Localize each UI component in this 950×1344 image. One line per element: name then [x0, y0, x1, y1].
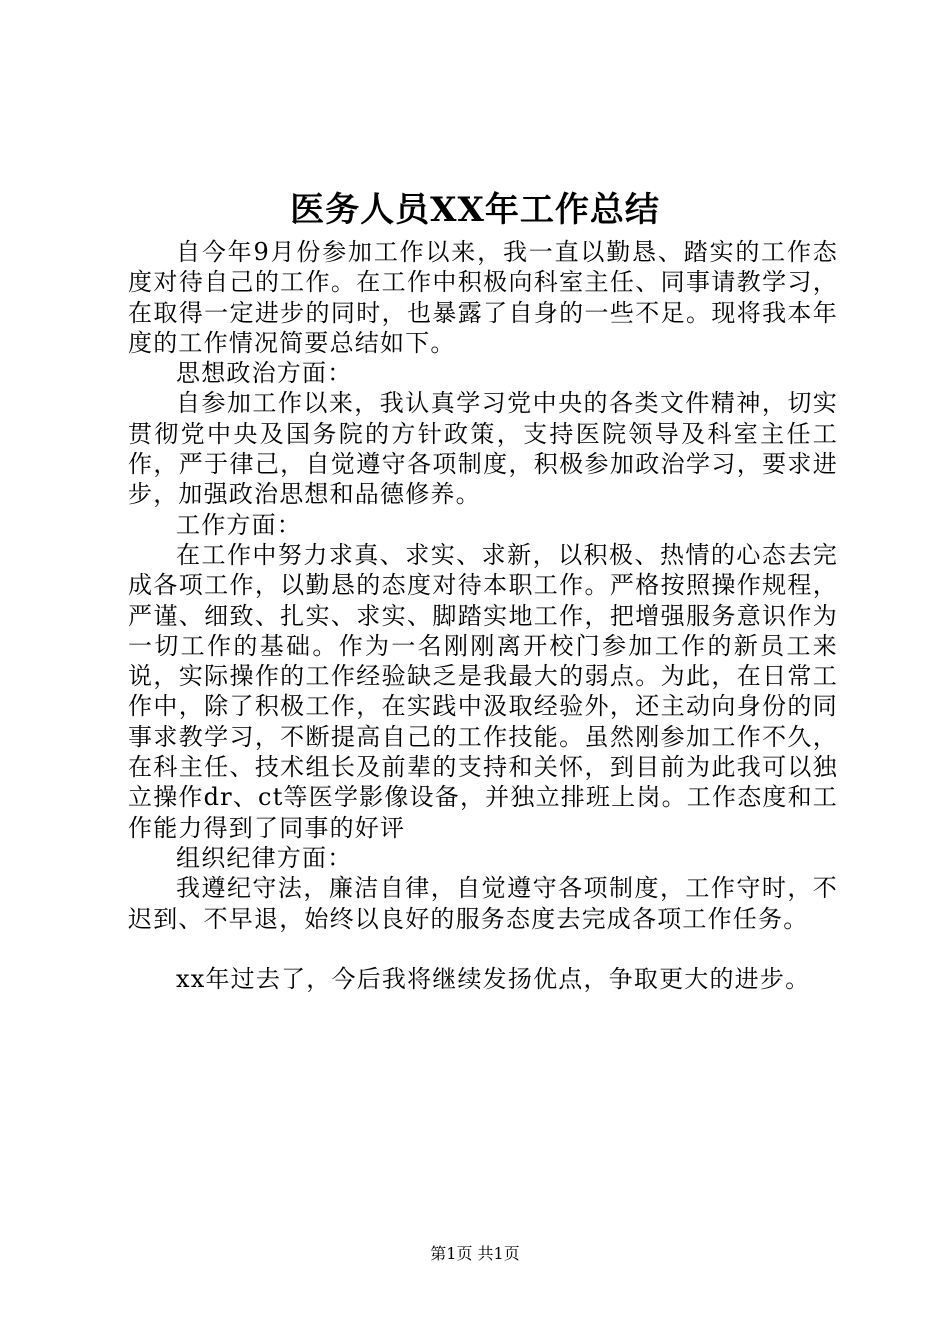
- section-heading-work: 工作方面：: [176, 510, 302, 539]
- document-body: [128, 237, 838, 994]
- paragraph-discipline: 我遵纪守法，廉洁自律，自觉遵守各项制度，工作守时，不迟到、不早退，始终以良好的服务态度去完成各项工作任务。: [128, 874, 838, 933]
- paragraph-political: 自参加工作以来，我认真学习党中央的各类文件精神，切实贯彻党中央及国务院的方针政策，支持医院领导及科室主任工作，严于律己，自觉遵守各项制度，积极参加政治学习，要求进步，加强政治思想和品德修养。: [128, 389, 838, 509]
- section-heading-political: 思想政治方面：: [176, 359, 353, 388]
- paragraph-work: 在工作中努力求真、求实、求新，以积极、热情的心态去完成各项工作，以勤恳的态度对待本职工作。严格按照操作规程，严谨、细致、扎实、求实、脚踏实地工作，把增强服务意识作为一切工作的基础。作为一名刚刚离开校门参加工作的新员工来说，实际操作的工作经验缺乏是我最大的弱点。为此，在日常工作中，除了积极工作，在实践中汲取经验外，还主动向身份的同事求教学习，不断提高自己的工作技能。虽然刚参加工作不久，在科主任、技术组长及前辈的支持和关怀，到目前为此我可以独立操作dr、ct等医学影像设备，并独立排班上岗。工作态度和工作能力得到了同事的好评: [128, 540, 838, 842]
- page-footer: 第1页 共1页: [430, 1244, 520, 1263]
- paragraph-closing: xx年过去了，今后我将继续发扬优点，争取更大的进步。: [176, 964, 811, 993]
- document-title: 医务人员XX年工作总结: [290, 190, 660, 230]
- section-heading-discipline: 组织纪律方面：: [176, 843, 353, 872]
- paragraph-intro: 自今年9月份参加工作以来，我一直以勤恳、踏实的工作态度对待自己的工作。在工作中积极向科室主任、同事请教学习，在取得一定进步的同时，也暴露了自身的一些不足。现将我本年度的工作情况简要总结如下。: [128, 238, 838, 357]
